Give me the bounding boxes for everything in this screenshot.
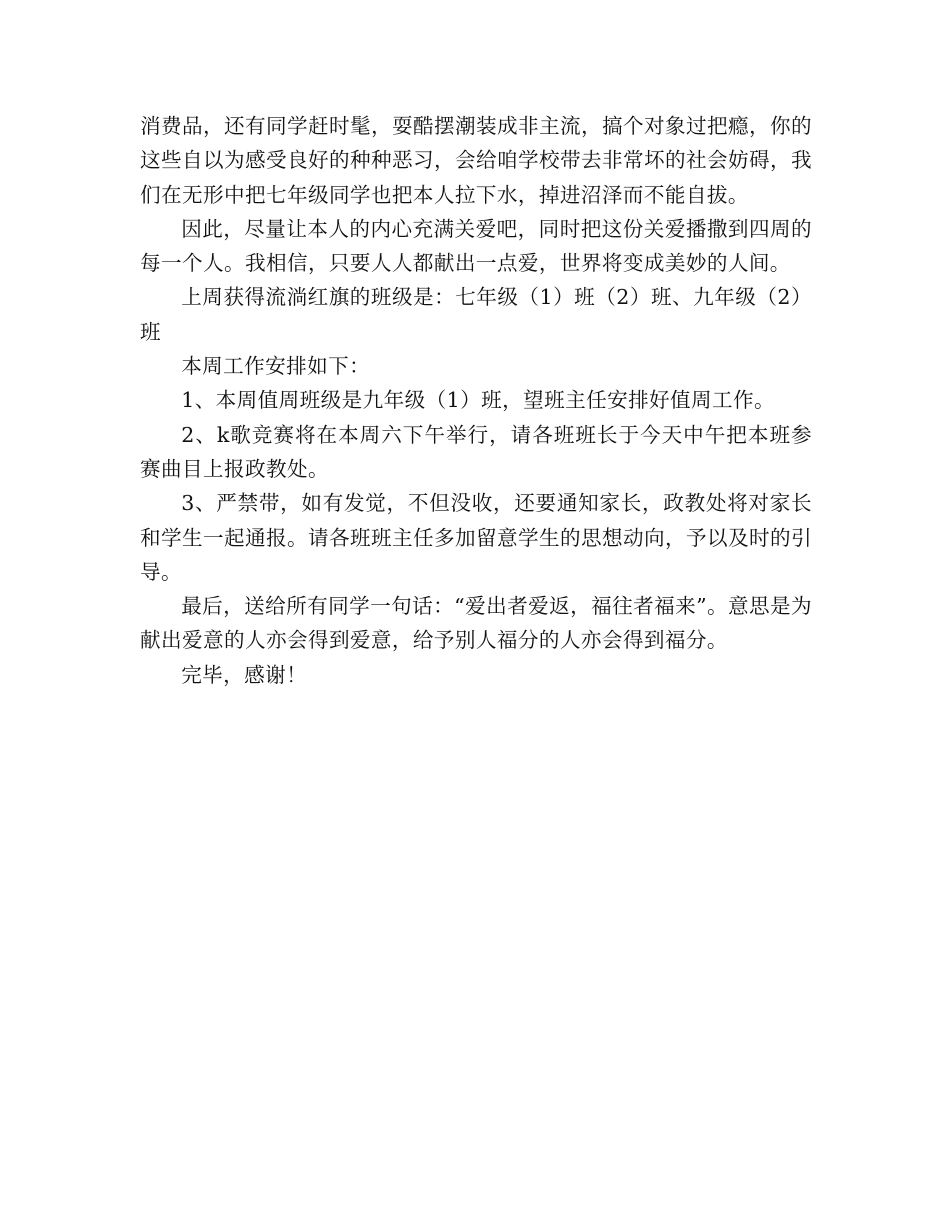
paragraph-3: 上周获得流淌红旗的班级是：七年级（1）班（2）班、九年级（2）班 <box>140 285 812 344</box>
paragraph-9: 完毕，感谢！ <box>181 662 308 687</box>
paragraph-7: 3、严禁带，如有发觉，不但没收，还要通知家长，政教处将对家长和学生一起通报。请各班班主任多加留意学生的思想动向，予以及时的引导。 <box>140 491 812 584</box>
paragraph-5: 1、本周值周班级是九年级（1）班，望班主任安排好值周工作。 <box>181 388 776 413</box>
paragraph-6: 2、k歌竞赛将在本周六下午举行，请各班班长于今天中午把本班参赛曲目上报政教处。 <box>140 422 812 481</box>
document-body <box>140 109 812 692</box>
paragraph-1: 消费品，还有同学赶时髦，耍酷摆潮装成非主流，搞个对象过把瘾，你的这些自以为感受良好的种种恶习，会给咱学校带去非常坏的社会妨碍，我们在无形中把七年级同学也把本人拉下水，掉进沼泽而不能自拔。 <box>140 114 812 207</box>
paragraph-2: 因此，尽量让本人的内心充满关爱吧，同时把这份关爱播撒到四周的每一个人。我相信，只要人人都献出一点爱，世界将变成美妙的人间。 <box>140 216 812 276</box>
paragraph-4: 本周工作安排如下： <box>181 354 371 379</box>
paragraph-8: 最后，送给所有同学一句话：“爱出者爱返，福往者福来”。意思是为献出爱意的人亦会得到爱意，给予别人福分的人亦会得到福分。 <box>140 594 812 653</box>
